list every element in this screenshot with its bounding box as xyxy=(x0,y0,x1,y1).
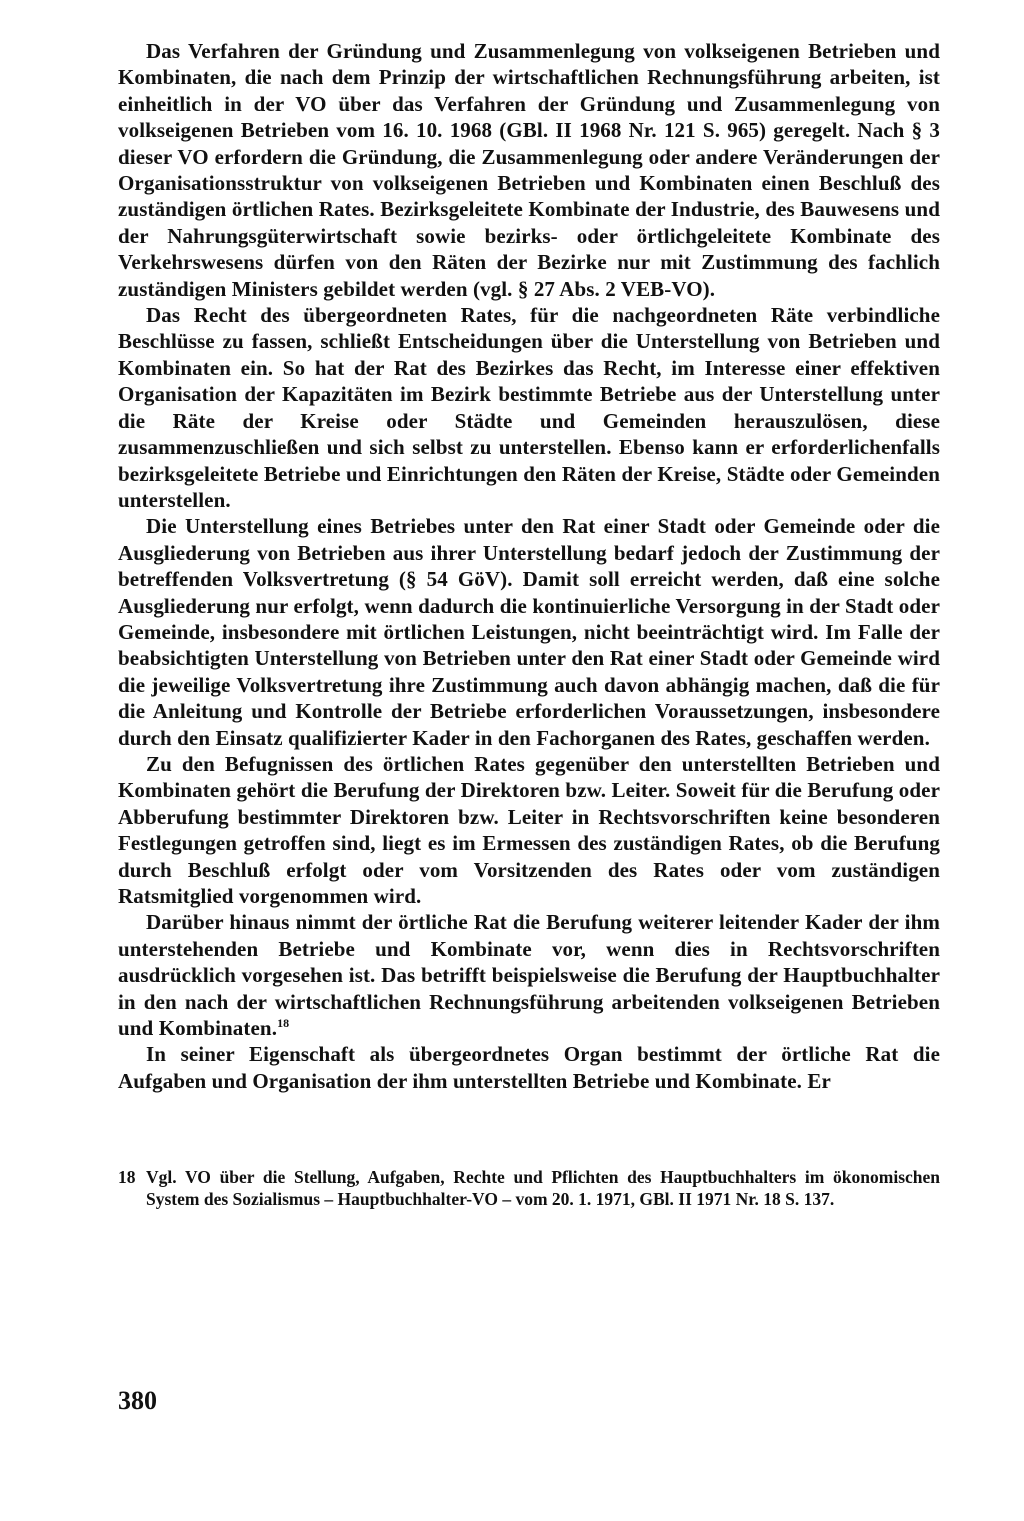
body-text xyxy=(118,38,940,1094)
page-number: 380 xyxy=(118,1386,157,1415)
paragraph-4: Zu den Befugnissen des örtlichen Rates gegenüber den unterstellten Betrieben und Kombinaten gehört die Berufung der Direktoren bzw. Leiter. Soweit für die Berufung oder Abberufung bestimmter Direktoren bzw. Leiter in Rechtsvorschriften keine besonderen Festlegungen getroffen sind, liegt es im Ermessen des zuständigen Rates, ob die Berufung durch Beschluß erfolgt oder vom Vorsitzenden des Rates oder vom zuständigen Ratsmitglied vorgenommen wird. xyxy=(118,751,940,908)
footnote-text: Vgl. VO über die Stellung, Aufgaben, Rechte und Pflichten des Hauptbuchhalters im ökonomischen System des Sozialismus – Hauptbuchhalter-VO – vom 20. 1. 1971, GBl. II 1971 Nr. 18 S. 137. xyxy=(146,1167,940,1210)
page-content xyxy=(118,38,940,1210)
footnotes xyxy=(118,1166,940,1210)
footnote-18 xyxy=(118,1166,940,1210)
footnote-reference: 18 xyxy=(277,1016,290,1031)
footnote-number: 18 xyxy=(118,1167,136,1188)
paragraph-5-text: Darüber hinaus nimmt der örtliche Rat die Berufung weiterer leitender Kader der ihm unterstehenden Betriebe und Kombinate vor, wenn dies in Rechtsvorschriften ausdrücklich vorgesehen ist. Das betrifft beispielsweise die Berufung der Hauptbuchhalter in den nach der wirtschaftlichen Rechnungsführung arbeitenden volkseigenen Betrieben und Kombinaten. xyxy=(118,910,940,1041)
paragraph-5 xyxy=(118,909,940,1041)
paragraph-3: Die Unterstellung eines Betriebes unter den Rat einer Stadt oder Gemeinde oder die Ausgliederung von Betrieben aus ihrer Unterstellung bedarf jedoch der Zustimmung der betreffenden Volksvertretung (§ 54 GöV). Damit soll erreicht werden, daß eine solche Ausgliederung nur erfolgt, wenn dadurch die kontinuierliche Versorgung in der Stadt oder Gemeinde, insbesondere mit örtlichen Leistungen, nicht beeinträchtigt wird. Im Falle der beabsichtigten Unterstellung von Betrieben unter den Rat einer Stadt oder Gemeinde wird die jeweilige Volksvertretung ihre Zustimmung auch davon abhängig machen, daß die für die Anleitung und Kontrolle der Betriebe erforderlichen Voraussetzungen, insbesondere durch den Einsatz qualifizierter Kader in den Fachorganen des Rates, geschaffen werden. xyxy=(118,514,940,750)
paragraph-1: Das Verfahren der Gründung und Zusammenlegung von volkseigenen Betrieben und Kombinaten, die nach dem Prinzip der wirtschaftlichen Rechnungsführung arbeiten, ist einheitlich in der VO über das Verfahren der Gründung und Zusammenlegung von volkseigenen Betrieben vom 16. 10. 1968 (GBl. II 1968 Nr. 121 S. 965) geregelt. Nach § 3 dieser VO erfordern die Gründung, die Zusammenlegung oder andere Veränderungen der Organisationsstruktur von volkseigenen Betrieben und Kombinaten einen Beschluß des zuständigen örtlichen Rates. Bezirksgeleitete Kombinate der Industrie, des Bauwesens und der Nahrungsgüterwirtschaft sowie bezirks- oder örtlichgeleitete Kombinate des Verkehrswesens dürfen von den Räten der Bezirke nur mit Zustimmung des fachlich zuständigen Ministers gebildet werden (vgl. § 27 Abs. 2 VEB-VO). xyxy=(118,39,940,301)
paragraph-2: Das Recht des übergeordneten Rates, für die nachgeordneten Räte verbindliche Beschlüsse zu fassen, schließt Entscheidungen über die Unterstellung von Betrieben und Kombinaten ein. So hat der Rat des Bezirkes das Recht, im Interesse einer effektiven Organisation der Kapazitäten im Bezirk bestimmte Betriebe aus der Unterstellung unter die Räte der Kreise oder Städte und Gemeinden herauszulösen, diese zusammenzuschließen und sich selbst zu unterstellen. Ebenso kann er erforderlichenfalls bezirksgeleitete Betriebe und Einrichtungen den Räten der Kreise, Städte oder Gemeinden unterstellen. xyxy=(118,303,940,512)
paragraph-6: In seiner Eigenschaft als übergeordnetes Organ bestimmt der örtliche Rat die Aufgaben und Organisation der ihm unterstellten Betriebe und Kombinate. Er xyxy=(118,1042,940,1093)
